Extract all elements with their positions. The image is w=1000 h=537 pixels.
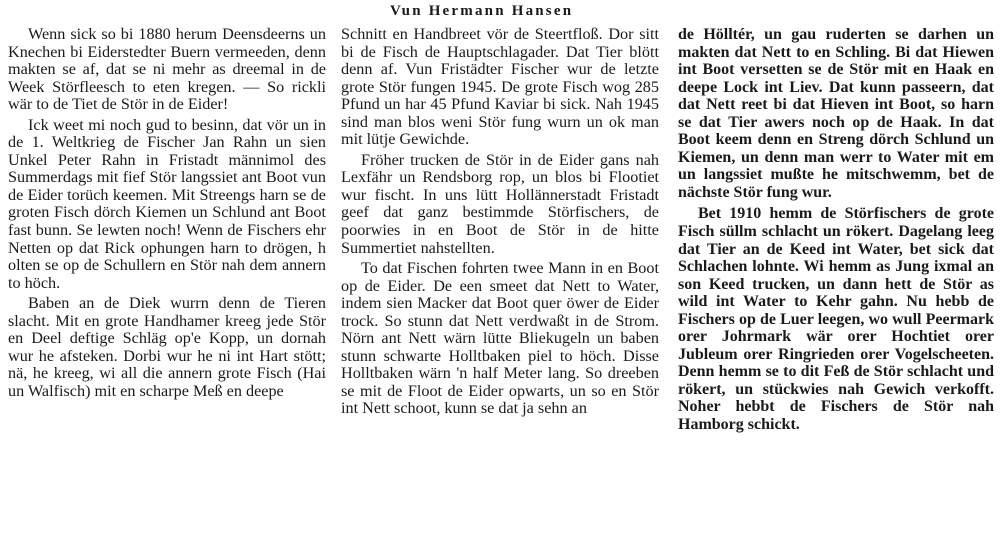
paragraph: Bet 1910 hemm de Störfischers de grote Fisch süllm schlacht un rökert. Dagelang leeg dat Tier an de Keed int Water, bet sick dat Schlachen lohnte. Wi hemm as Jung ixmal an son Keed trucken, un dann hett de Stör as wild int Water to Kehr gahn. Nu hebb de Fischers op de Luer leegen, wo wull Peermark orer Johrmark wär orer Hochtiet orer Jubleum orer Ringrieden orer Vogelscheeten. Denn hemm se to dit Feß de Stör schlacht und rökert, un stückwies nah Gewich verkofft. Noher hebbt de Fischers de Stör nah Hamborg schickt.: [678, 205, 994, 434]
byline: Vun Hermann Hansen: [390, 3, 574, 19]
paragraph: Ick weet mi noch gud to besinn, dat vör un in de 1. Weltkrieg de Fischer Jan Rahn un sien Unkel Peter Rahn in Fristadt männimol des Summerdags mit fief Stör langssiet ant Boot vun de Eider torüch keemen. Mit Streengs harn se de groten Fisch dörch Kiemen un Schlund ant Boot fast bunn. Se lewten noch! Wenn de Fischers ehr Netten op dat Rick ophungen harn to drögen, h olten se op de Schullern en Stör nah dem annern to höch.: [8, 115, 326, 292]
article-columns: [8, 26, 994, 534]
column-1: [8, 26, 326, 534]
paragraph: Baben an de Diek wurrn denn de Tieren slacht. Mit en grote Handhamer kreeg jede Stör en Deel deftige Schläg op'e Kopp, un dornah wur he afsteken. Dorbi wur he ni int Hart stött; nä, he kreeg, wi all die annern grote Fisch (Hai un Walfisch) mit en scharpe Meß en deepe: [8, 294, 326, 400]
paragraph: de Hölltér, un gau ruderten se darhen un makten dat Nett to en Schling. Bi dat Hiewen int Boot versetten se de Stör mit en Haak en deepe Lock int Liev. Dat kunn passeern, dat dat Nett reet bi dat Hieven int Boot, so harn se dat Tier awers noch op de Haak. In dat Boot keem denn en Streng dörch Schlund un Kiemen, un denn man werr to Water mit em un langssiet mußte he mitschwemm, bet de nächste Stör fung wur.: [678, 26, 994, 201]
paragraph: Fröher trucken de Stör in de Eider gans nah Lexfähr un Rendsborg rop, un blos bi Flootiet wur fischt. In uns lütt Hollännerstadt Fristadt geef dat ganz bestimmde Störfischers, de poorwies in en Boot de Stör in de hitte Summertiet nahstellten.: [341, 150, 659, 257]
paragraph: To dat Fischen fohrten twee Mann in en Boot op de Eider. De een smeet dat Nett to Water, indem sien Macker dat Boot quer öwer de Eider trock. So stunn dat Nett verdwaßt in de Strom. Nörn ant Nett wärn lütte Bliekugeln un baben stunn schwarte Holltbaken piel to höch. Disse Holltbaken wärn 'n half Meter lang. So dreeben se mit de Floot de Eider opwarts, un so en Stör int Nett schoot, kunn se dat ja sehn an: [341, 259, 659, 418]
paragraph: Schnitt en Handbreet vör de Steertfloß. Dor sitt bi de Fisch de Hauptschlagader. Dat Tier blött denn af. Vun Fristädter Fischer wur de letzte grote Stör fungen 1945. De grote Fisch wog 285 Pfund un har 45 Pfund Kaviar bi sick. Nah 1945 sind man blos weni Stör fung wurn un ok man mit lütje Gewichde.: [341, 26, 659, 149]
paragraph: Wenn sick so bi 1880 herum Deensdeerns un Knechen bi Eiderstedter Buern vermeeden, denn makten se af, dat se ni mehr as dreemal in de Week Störfleesch to eten kregen. — So rickli wär to de Tiet de Stör in de Eider!: [8, 26, 326, 114]
column-3: [678, 26, 994, 534]
column-2: [341, 26, 659, 534]
